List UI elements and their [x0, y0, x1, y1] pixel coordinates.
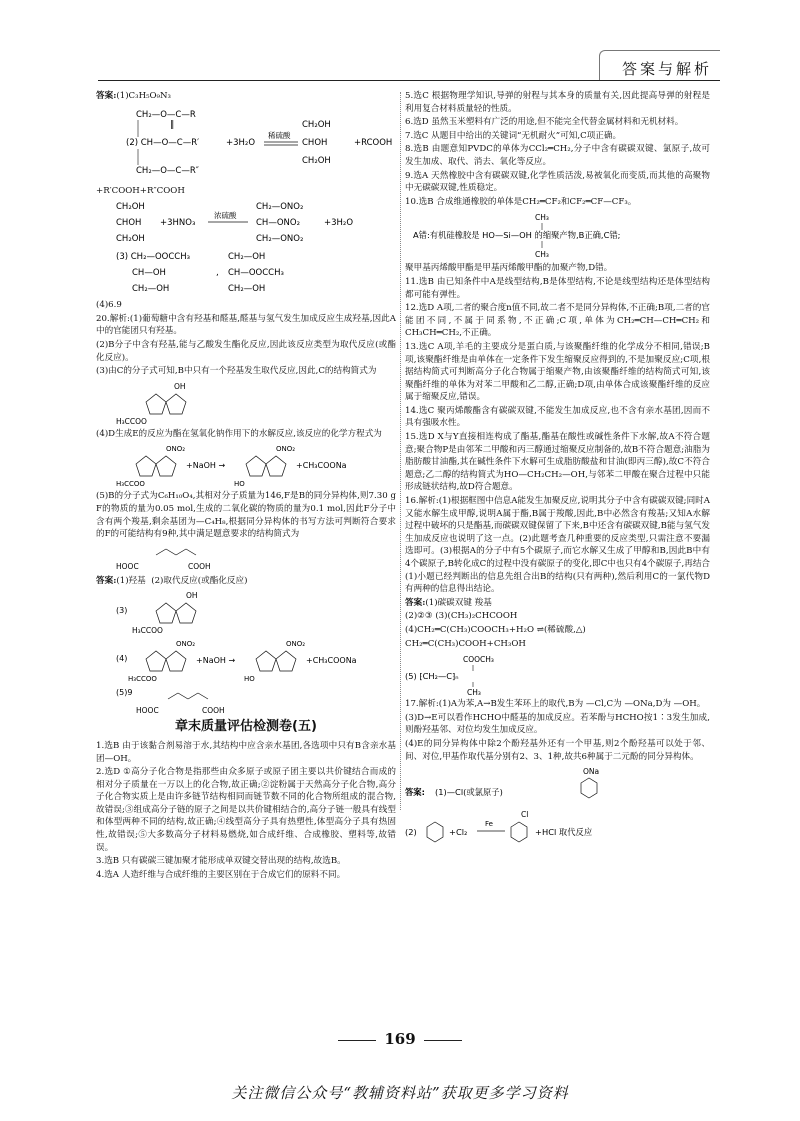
- solution-12: 12.选D A项,二者的聚合度n值不同,故二者不是同分异构体,不正确;B项,二者的官能团不同,不属于同系物,不正确;C项,单体为CH₂═CH—CH═CH₂和CH₃CH═CH₂,不正确。: [405, 303, 710, 339]
- solution-17: 17.解析:(1)A为苯,A→B发生苯环上的取代,B为 —Cl,C为 —ONa,D为 —OH。: [405, 699, 706, 710]
- q20-ans3-svg: [116, 589, 256, 635]
- svg-text:CHOH: CHOH: [302, 137, 328, 148]
- polymer-text: (5) ⁅CH₂—C⁆ₙ: [405, 671, 459, 682]
- solution-4: 4.选A 人造纤维与合成纤维的主要区别在于合成它们的原料不同。: [96, 869, 346, 880]
- svg-text:CH—OH: CH—OH: [132, 268, 166, 279]
- compound-c-svg: [116, 380, 236, 426]
- silicone-text: A错:有机硅橡胶是 HO—Si—OH 的缩聚产物,B正确,C错;: [413, 230, 621, 241]
- answer-label: 答案:: [405, 787, 425, 798]
- svg-text:CH₂OH: CH₂OH: [302, 155, 331, 166]
- svg-text:+HCl 取代反应: +HCl 取代反应: [535, 827, 593, 838]
- naoh-arrow: +NaOH →: [186, 461, 226, 471]
- svg-text:+RCOOH: +RCOOH: [354, 137, 393, 148]
- section-title: 章末质量评估检测卷(五): [175, 719, 317, 735]
- s17-answer-1: [405, 765, 710, 805]
- benzene-ring: [511, 822, 527, 842]
- svg-text:CH—ONO₂: CH—ONO₂: [256, 218, 300, 229]
- svg-text:CH₂—OH: CH₂—OH: [228, 252, 266, 263]
- oh-label: OH: [186, 591, 198, 601]
- ester-hydrolysis-structure: [116, 105, 396, 183]
- solution-6: 6.选D 虽然玉米塑料有广泛的用途,但不能完全代替金属材料和无机材料。: [405, 117, 684, 128]
- s16-answer-2: (2)②③ (3)(CH₃)₂CHCOOH: [405, 611, 518, 622]
- svg-text:稀硫酸: 稀硫酸: [268, 130, 291, 140]
- h3ccoo-label: H₃CCOO: [132, 626, 163, 636]
- solution-9: 9.选A 天然橡胶中含有碳碳双键,化学性质活泼,易被氧化而变质,而其他的高聚物中无碳碳双键,性质稳定。: [405, 170, 710, 194]
- footer-note: 关注微信公众号“教辅资料站”获取更多学习资料: [231, 1084, 569, 1102]
- right-column: [405, 90, 710, 849]
- answer-label: 答案:: [405, 597, 426, 608]
- ch3-label: CH₃: [535, 250, 549, 260]
- solution-11: 11.选B 由已知条件中A是线型结构,B是体型结构,不论是线型结构还是体型结构都可能有弹性。: [405, 276, 710, 300]
- polymer-svg: [405, 652, 585, 696]
- q20-part2: (2)B分子中含有羟基,能与乙酸发生酯化反应,因此该反应类型为取代反应(或酯化反应)。: [96, 339, 396, 363]
- header-rule: [98, 80, 720, 81]
- q20-ans4-label: (4): [116, 654, 128, 664]
- h3ccoo-label: H₃CCOO: [128, 675, 157, 684]
- svg-text:CH₂OH: CH₂OH: [116, 202, 145, 213]
- naoh-arrow: +NaOH →: [196, 656, 236, 666]
- svg-text:CH₂—OH: CH₂—OH: [132, 284, 170, 295]
- benzene-ring: [581, 778, 597, 798]
- svg-text:+Cl₂: +Cl₂: [449, 827, 468, 838]
- product-acetate: +CH₃COONa: [306, 656, 357, 666]
- svg-text:HO: HO: [234, 480, 245, 489]
- svg-text:+3HNO₃: +3HNO₃: [160, 218, 196, 229]
- s16-answer-4: (4)CH₂═C(CH₃)COOCH₃+H₂O ⇌(稀硫酸,△): [405, 624, 586, 635]
- q20-ans4-svg: [116, 637, 396, 683]
- svg-text:+3H₂O: +3H₂O: [226, 137, 256, 148]
- header-title: 答案与解析: [621, 60, 712, 78]
- solution-10: 10.选B 合成维通橡胶的单体是CH₂═CF₂和CF₂═CF—CF₃。: [405, 196, 637, 207]
- polymer-structure: [405, 652, 710, 696]
- silicone-structure: [405, 210, 710, 260]
- svg-text:‖: ‖: [170, 119, 175, 130]
- cooch3-label: COOCH₃: [463, 655, 494, 665]
- svg-text:CH₂OH: CH₂OH: [302, 119, 331, 130]
- f-structure: [116, 543, 396, 573]
- h3ccoo-label: H₃CCOO: [116, 416, 147, 426]
- s17-ans-1: (1)—Cl(或氯原子): [435, 787, 503, 798]
- d-to-e-svg: [116, 442, 386, 488]
- acetate-isomers-svg: [116, 249, 366, 297]
- svg-text:CH₂—O—C—R: CH₂—O—C—R: [136, 109, 196, 120]
- svg-text:(3) CH₂—OOCCH₃: (3) CH₂—OOCCH₃: [116, 252, 191, 263]
- hooc-label: HOOC: [136, 706, 159, 716]
- left-column: [96, 90, 396, 882]
- solution-3: 3.选B 只有碳碳三键加聚才能形成单双键交替出现的结构,故选B。: [96, 856, 346, 867]
- svg-text:CH₂OH: CH₂OH: [116, 234, 145, 245]
- svg-text:浓硫酸: 浓硫酸: [214, 211, 237, 221]
- ch3-label: CH₃: [467, 688, 481, 697]
- answer19-line1: [96, 90, 396, 103]
- q20-ans4-structure: [116, 637, 396, 683]
- q20-ans3-label: (3): [116, 606, 128, 616]
- svg-text:CH₂—ONO₂: CH₂—ONO₂: [256, 234, 304, 245]
- solution-2: 2.选D ①高分子化合物是指那些由众多原子或原子团主要以共价键结合而成的相对分子质量在一万以上的化合物,故正确;②淀粉属于天然高分子化合物,高分子化合物实质上是由许多链节结构相同而链节数不同的化合物所组成的混合物,故错误;③组成高分子链的原子之间是以共价键相结合的,高分子链一般具有线型和体型两种不同的结构,故正确;④线型高分子具有热塑性,体型高分子具有热固性,故错误;⑤大多数高分子材料易燃烧,如合成纤维、合成橡胶、塑料等,故错误。: [96, 767, 396, 853]
- solution-14: 14.选C 聚丙烯酸酯含有碳碳双键,不能发生加成反应,也不含有亲水基团,因而不具有强吸水性。: [405, 405, 710, 429]
- s17-answer-2: [405, 807, 710, 847]
- cooh-label: COOH: [188, 561, 211, 571]
- fe-label: Fe: [485, 820, 493, 829]
- q20-ans-1: (1)羟基: [116, 575, 146, 586]
- svg-text:+3H₂O: +3H₂O: [324, 218, 354, 229]
- silicone-svg: [405, 210, 705, 260]
- ona-label: ONa: [583, 767, 600, 777]
- solution-5: 5.选C 根据物理学知识,导弹的射程与其本身的质量有关,因此提高导弹的射程是利用复合材料质量轻的性质。: [405, 91, 710, 114]
- solution-17b: (3)D→E可以看作HCHO中醛基的加成反应。若苯酚与HCHO按1∶3发生加成,则酚羟基邻、对位均发生加成反应。: [405, 712, 710, 736]
- svg-text:CHOH: CHOH: [116, 218, 142, 229]
- svg-text:(2) CH—O—C—R′: (2) CH—O—C—R′: [126, 137, 200, 148]
- s16-answer-4b: CH₂═C(CH₃)COOH+CH₃OH: [405, 638, 526, 649]
- column-divider: [400, 92, 401, 810]
- q20-ans5-svg: [116, 685, 256, 717]
- d-to-e-reaction: [116, 442, 396, 488]
- q20-part3: (3)由C的分子式可知,B中只有一个羟基发生取代反应,因此,C的结构简式为: [96, 366, 377, 377]
- answer19-line2b: +R′COOH+R″COOH: [96, 185, 185, 196]
- solution-8: 8.选B 由题意知PVDC的单体为CCl₂═CH₂,分子中含有碳碳双键、氯原子,故可发生加成、取代、消去、氧化等反应。: [405, 144, 710, 167]
- solution-16: 16.解析:(1)根据框图中信息A能发生加聚反应,说明其分子中含有碳碳双键;同时A又能水解生成甲醇,说明A属于酯,B属于羧酸,因此,B中必然含有羧基;又知A水解过程中破坏的只是酯基,而碳碳双键保留了下来,B中还含有碳碳双键,B能与氢气发生加成反应也说明了这一点。(2)此题考查几种重要的反应类型,只需注意不要漏选即可。(3)根据A的分子中有5个碳原子,而它水解又生成了甲醇和B,因此B中有4个碳原子,B转化成C的过程中没有碳原子的变化,即C中也只有4个碳原子,再结合(1)小题已经判断出的信息先组合出B的结构(只有两种),然后利用C的一氯代物D有两种的信息得出结论。: [405, 496, 711, 595]
- ono2-label: ONO₂: [166, 445, 186, 454]
- s17-answer1-svg: [405, 765, 645, 805]
- q20-ans5-label: (5)9: [116, 688, 133, 698]
- ch3-label: CH₃: [535, 213, 549, 223]
- svg-text:CH—OOCCH₃: CH—OOCCH₃: [228, 268, 284, 279]
- ono2-label: ONO₂: [176, 640, 196, 649]
- q20-part5: (5)B的分子式为C₆H₁₀O₄,其相对分子质量为146,F是B的同分异构体,则7.30 g F的物质的量为0.05 mol,生成的二氧化碳的物质的量为0.1 mol,因此F分子中含有两个羧基,剩余基团为—C₄H₈,根据同分异构体的书写方法可判断符合要求的F的可能结构有9种,其中满足题意要求的结构简式为: [96, 491, 396, 540]
- triglyceride-hydrolysis-svg: [116, 105, 406, 183]
- cl-label: Cl: [521, 810, 529, 820]
- svg-text:CH₂—OH: CH₂—OH: [228, 284, 266, 295]
- answer19-part1: (1)C₃H₅O₉N₃: [116, 91, 171, 101]
- solution-15: 15.选D X与Y直接相连构成了酯基,酯基在酸性或碱性条件下水解,故A不符合题意;聚合物P是由邻苯二甲酸和丙三醇通过缩聚反应制备的,故B不符合题意;油脂为脂肪酸甘油酯,其在碱性条件下水解可生成脂肪酸盐和甘油(即丙三醇),故C不符合题意;乙二醇的结构简式为HO—CH₂CH₂—OH,与邻苯二甲酸在聚合过程中只能形成链状结构,故D符合题意。: [405, 432, 710, 493]
- benzene-ring: [427, 822, 443, 842]
- s16-answer-1: [405, 597, 710, 610]
- compound-c-structure: [116, 380, 396, 426]
- ono2-label: ONO₂: [286, 640, 306, 649]
- hooc-label: HOOC: [116, 561, 139, 571]
- answer19-part4: (4)6.9: [96, 300, 122, 311]
- solution-10b: 聚甲基丙烯酸甲酯是甲基丙烯酸甲酯的加聚产物,D错。: [405, 263, 613, 274]
- nitration-svg: [116, 199, 396, 247]
- svg-text:,: ,: [216, 268, 219, 279]
- svg-text:CH₂—O—C—R″: CH₂—O—C—R″: [136, 165, 199, 176]
- svg-text:HO: HO: [244, 675, 255, 684]
- acetate-isomers-structure: [116, 249, 396, 297]
- ono2-label: ONO₂: [276, 445, 296, 454]
- q20-ans-2: (2)取代反应(或酯化反应): [151, 575, 248, 586]
- page-header: [98, 0, 720, 84]
- page-number: [0, 1030, 800, 1048]
- q20-part1: 20.解析:(1)葡萄糖中含有羟基和醛基,醛基与氢气发生加成反应生成羟基,因此A中的官能团只有羟基。: [96, 313, 396, 337]
- svg-text:(2): (2): [405, 827, 417, 838]
- q20-part4: (4)D生成E的反应为酯在氢氧化钠作用下的水解反应,该反应的化学方程式为: [96, 428, 382, 439]
- q20-answer-line1: [96, 575, 396, 588]
- answer-label: 答案:: [96, 575, 117, 586]
- s17-answer2-svg: [405, 807, 665, 847]
- solution-7: 7.选C 从题目中给出的关键词“无机耐火”可知,C项正确。: [405, 130, 622, 141]
- h3ccoo-label: H₃CCOO: [116, 480, 145, 489]
- q20-ans3-structure: [116, 589, 396, 635]
- q20-ans5-structure: [116, 685, 396, 717]
- solution-17c: (4)E的同分异构体中除2个酚羟基外还有一个甲基,则2个酚羟基可以处于邻、间、对位,甲基作取代基分别有2、3、1种,故共6种属于二元酚的同分异构体。: [405, 738, 710, 762]
- answer-label: 答案:: [96, 91, 117, 101]
- product-acetate: +CH₃COONa: [296, 461, 347, 471]
- nitration-structure: [116, 199, 396, 247]
- solution-1: 1.选B 由于该黏合剂易溶于水,其结构中应含亲水基团,各选项中只有B含亲水基团—OH。: [96, 740, 396, 764]
- f-structure-svg: [116, 543, 236, 573]
- cooh-label: COOH: [202, 706, 225, 716]
- solution-13: 13.选C A项,羊毛的主要成分是蛋白质,与该聚酯纤维的化学成分不相同,错误;B项,该聚酯纤维是由单体在一定条件下发生缩聚反应得到的,不是加聚反应;C项,根据结构简式可判断高分子化合物属于缩聚产物,由该聚酯纤维的结构简式可知,该聚酯纤维的单体为对苯二甲酸和乙二醇,正确;D项,由单体合成该聚酯纤维的反应属于缩聚反应,错误。: [405, 341, 710, 403]
- oh-label: OH: [174, 381, 186, 391]
- page-number-text: 169: [384, 1030, 416, 1048]
- s16-ans-1: (1)碳碳双键 羧基: [425, 597, 492, 608]
- svg-text:CH₂—ONO₂: CH₂—ONO₂: [256, 202, 304, 213]
